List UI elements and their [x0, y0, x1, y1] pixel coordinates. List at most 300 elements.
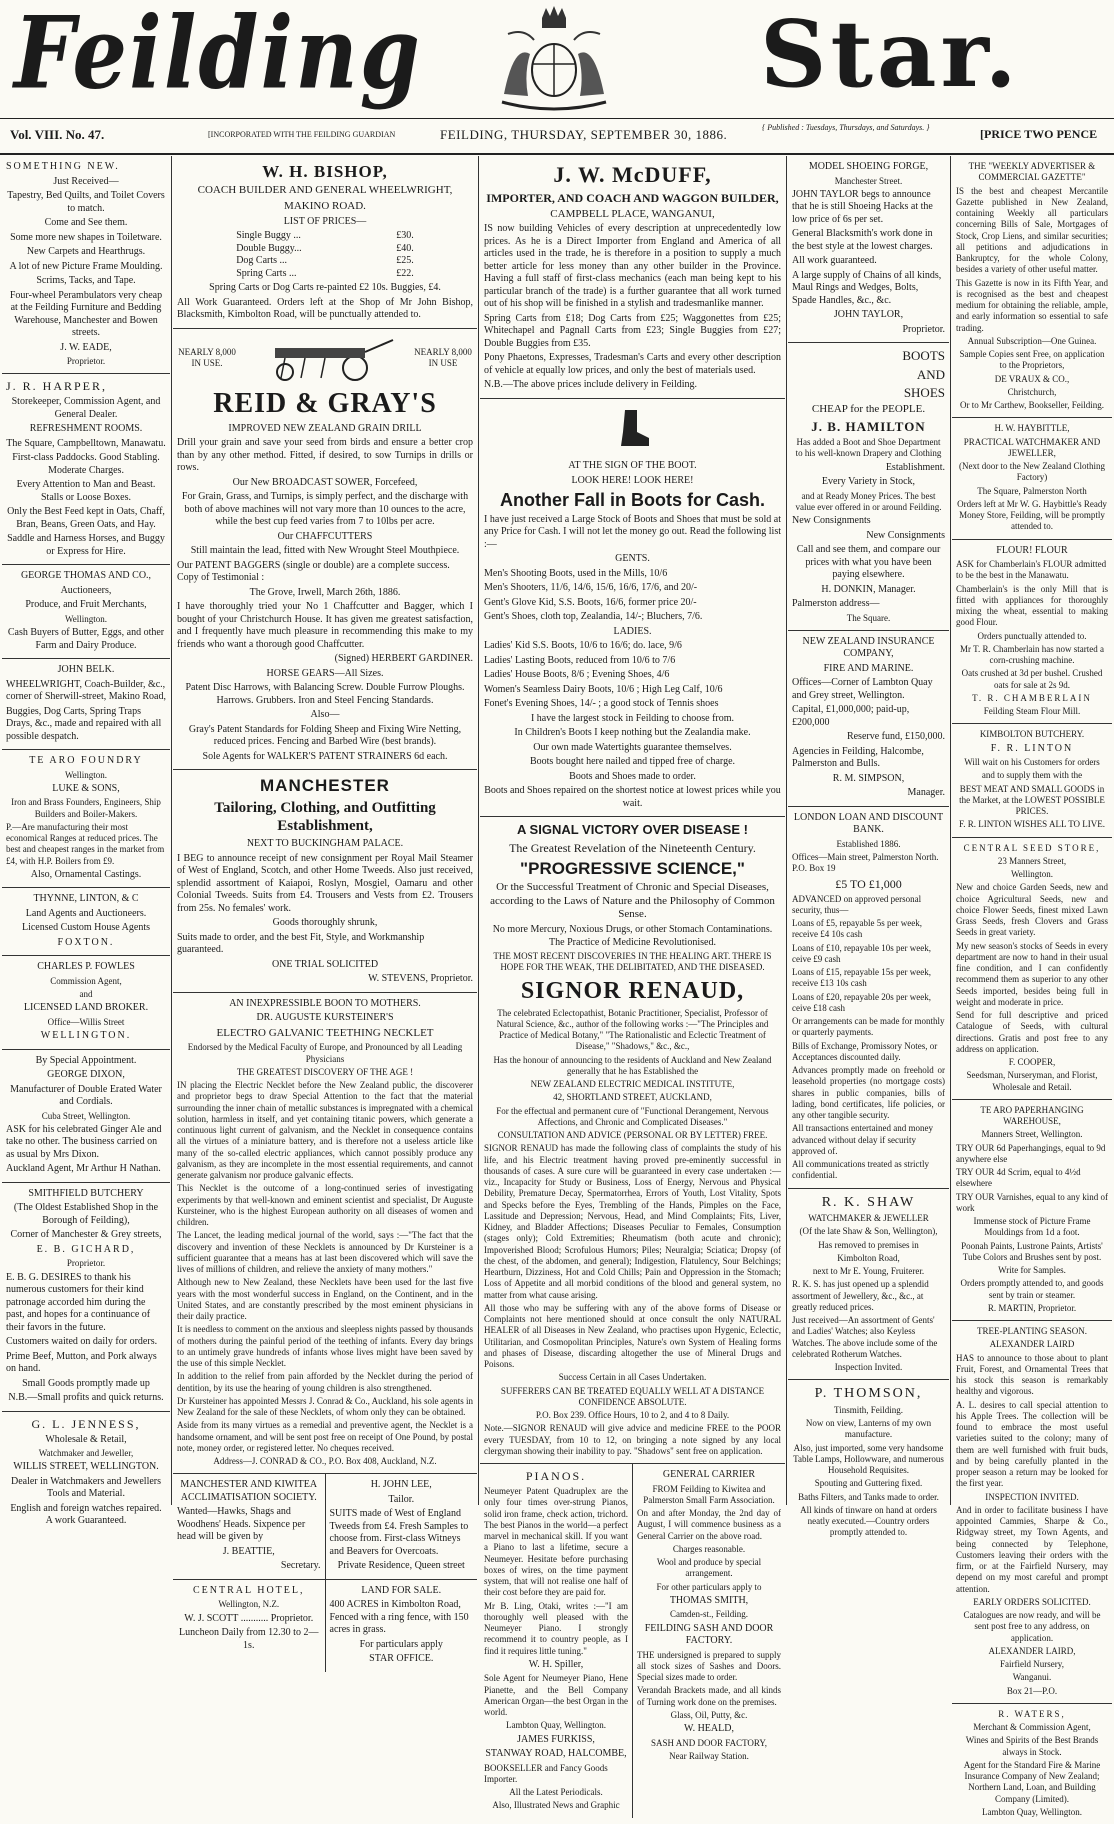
- list-item: Ladies' House Boots, 8/6 ; Evening Shoes, 4/6: [484, 669, 670, 681]
- ad-lee: [325, 1474, 478, 1579]
- ad-linton-butchery: [952, 724, 1112, 837]
- ad-line: 42, SHORTLAND STREET, AUCKLAND,: [553, 1092, 712, 1103]
- ad-line: NEW ZEALAND ELECTRIC MEDICAL INSTITUTE,: [530, 1079, 735, 1089]
- ad-line: Chamberlain's is the only Mill that is fitted with appliances for thoroughly mixing the wheat, essential to making good Flour.: [956, 583, 1108, 628]
- ad-line: Mr T. R. Chamberlain has now started a corn-crushing machine.: [960, 643, 1104, 665]
- ad-line: WILLIS STREET, WELLINGTON.: [13, 1461, 159, 1473]
- ad-line: Spring Carts or Dog Carts re-painted £2 10s. Buggies, £4.: [209, 282, 441, 294]
- ad-line: Advances promptly made on freehold or leasehold properties (no mortgage costs) shares in public companies, bills of lading, bond certificates, life policies, or any other tangible security.: [792, 1065, 945, 1120]
- ad-line: For the effectual and permanent cure of "Functional Derangement, Nervous Affections, and Chronic and Complicated Diseases.": [496, 1105, 769, 1127]
- ad-line: Every Variety in Stock,: [821, 476, 916, 487]
- ad-line: Just Received—: [53, 175, 119, 187]
- ad-heading: MODEL SHOEING FORGE,: [808, 161, 929, 172]
- ad-name: LONDON LOAN AND DISCOUNT BANK.: [793, 811, 944, 836]
- ad-line: ONE TRIAL SOLICITED: [271, 958, 379, 970]
- ad-name: ALEXANDER LAIRD,: [988, 1645, 1076, 1656]
- ad-thynne: [2, 888, 170, 956]
- ad-line: NEARLY 8,000 IN USE.: [178, 346, 236, 368]
- price-row: [236, 255, 414, 268]
- ad-name: TE ARO FOUNDRY: [29, 755, 143, 766]
- ad-role: Proprietor.: [902, 323, 945, 335]
- ad-pianos: [480, 1464, 632, 1818]
- column-rule: [950, 156, 951, 1505]
- ad-line: All the Latest Periodicals.: [509, 1787, 603, 1797]
- ad-line: SIGNOR RENAUD has made the following class of complaints the study of his life, and his Electric treatment having proved pre-eminently successful in thousands of cases. A sure cure will be guaranteed in every case undertaken :—viz., Incapacity for Study or Business, Loss of Energy, Nervous and Physical Debility, Premature Decay, Spermatorrhea, Errors of Youth, Lost Vitality, Spots and Specks before the Eyes, Trembling of the Hands, Pimples on the Face, Lassitude and Depression; Nervous, Head, and Mind Complaints; Fits, Liver, Kidney, and Bladder Affections; Diseases Peculiar to Females, Consumption (stages only); Cold Extremities; Rheumatism (both acute and chronic); Impoverished Blood; Scrofulous Humors; Piles; Neuralgia; Sciatica; Dropsy (of the chest, of the abdomen, and general); Indigestion, Flatulency, Sour Belchings; Heartburn, Dizziness, Hot and Cold Chills; Pain and Oppression in the Stomach; Loss of Appetite and all morbid conditions of the blood and general system, no matter from what cause arising.: [484, 1143, 781, 1300]
- ad-heading: Another Fall in Boots for Cash.: [499, 490, 765, 511]
- ad-thomas: [2, 565, 170, 659]
- price-item: Single Buggy ...: [236, 230, 301, 242]
- ad-line: LOOK HERE! LOOK HERE!: [571, 474, 694, 486]
- ad-line: On and after Monday, the 2nd day of August, I will commence business as a General Carrier on the above road.: [637, 1508, 781, 1541]
- ad-line: Boots and Shoes repaired on the shortest notice at lowest prices while you wait.: [484, 785, 781, 809]
- ad-line: The Square.: [846, 612, 891, 623]
- ad-line: Spouting and Guttering fixed.: [814, 1478, 923, 1489]
- ad-role: Tinsmith, Feilding.: [834, 1404, 903, 1415]
- ad-line: THE GREATEST DISCOVERY OF THE AGE !: [236, 1066, 414, 1077]
- ad-line: Offices—Corner of Lambton Quay and Grey street, Wellington.: [792, 677, 933, 701]
- ad-line: All communications treated as strictly confidential.: [792, 1159, 929, 1181]
- ad-role: Seedsman, Nurseryman, and Florist, Wholesale and Retail.: [966, 1070, 1098, 1092]
- ad-stevens: [173, 770, 477, 992]
- ad-waters: [952, 1704, 1112, 1824]
- ad-line: New Carpets and Hearthrugs.: [26, 246, 146, 257]
- ad-line: N.B.—Small profits and quick returns.: [8, 1392, 164, 1403]
- list-heading: GENTS.: [615, 553, 650, 565]
- ad-heading: BOOTS: [902, 348, 945, 364]
- ad-line: Success Certain in all Cases Undertaken.: [558, 1372, 707, 1383]
- ad-reid-gray: [173, 329, 477, 771]
- ad-gazette: [952, 156, 1112, 418]
- ad-role: Manager.: [907, 787, 945, 799]
- price-row: [236, 243, 414, 256]
- ad-line: Licensed Custom House Agents: [21, 922, 151, 934]
- ad-line: Or arrangements can be made for monthly or quarterly payments.: [792, 1016, 945, 1038]
- ad-name: F. COOPER,: [1008, 1057, 1056, 1067]
- ad-line: Wellington.: [64, 613, 108, 624]
- ad-name: GEORGE DIXON,: [47, 1069, 125, 1080]
- ad-line: Boots and Shoes made to order.: [569, 770, 696, 782]
- ad-line: IS now building Vehicles of every description at unprecedentedly low prices. As he is a Direct Importer from England and America of all articles used in the trade, he is therefore in a position to supply a much better article for less money than any other builder in the Province. Having a full staff of first-class mechanics (each man being kept to his particular branch of the trade) is a further guarantee that all work turned out of his shop will be finished in a stylish and tradesmanlike manner.: [484, 223, 781, 310]
- ad-name: Tailoring, Clothing, and Outfitting Establishment,: [214, 799, 436, 835]
- ad-line: CONSULTATION AND ADVICE (PERSONAL OR BY LETTER) FREE.: [497, 1130, 768, 1140]
- ad-line: Neumeyer Patent Quadruplex are the only four times over-strung Pianos, solid iron frame, check action, trichord. The best Pianos in the world—a perfect marvel in mechanical skill. If you want a Piano to last a lifetime, secure a Neumeyer. Hesitate before purchasing boxes of wires, on the time payment system, that will not realise one half of their cost before they are paid for.: [484, 1486, 628, 1598]
- ad-line: A large supply of Chains of all kinds, Maul Rings and Wedges, Bolts, Spade Handles, &c., &c.: [792, 269, 942, 306]
- ad-paperhanging: [952, 1100, 1112, 1321]
- ad-name: THYNNE, LINTON, & C: [33, 893, 139, 905]
- ad-line: Verandah Brackets made, and all kinds of Turning work done on the premises.: [637, 1685, 781, 1707]
- ad-line: In addition to the relief from pain afforded by the Necklet during the period of dentition, by its use the hearing of young children is also strengthened.: [177, 1371, 473, 1393]
- ad-line: NEXT TO BUCKINGHAM PALACE.: [246, 838, 404, 849]
- ad-line: Every Attention to Man and Beast. Stalls or Loose Boxes.: [16, 479, 156, 503]
- ad-row-split: [173, 1580, 477, 1672]
- ad-line: New Consignments: [792, 515, 871, 526]
- ad-line: Sole Agent for Neumeyer Piano, Hene Pianette, and the Bell Company American Organ—the best Organ in the world.: [484, 1673, 628, 1717]
- ad-line: FROM Feilding to Kiwitea and Palmerston Small Farm Association.: [643, 1483, 775, 1505]
- list-item: Women's Seamless Dairy Boots, 10/6 ; High Leg Calf, 10/6: [484, 683, 723, 695]
- ad-line: Watchmaker and Jeweller,: [38, 1448, 134, 1458]
- ad-line: (Signed) HERBERT GARDINER.: [334, 653, 473, 665]
- ad-line: ASK for his celebrated Ginger Ale and take no other. The business carried on as usual by Mrs Dixon.: [6, 1123, 162, 1160]
- ad-line: Oats crushed at 3d per bushel. Crushed oats for sale at 2s 9d.: [961, 668, 1103, 690]
- ad-line: Box 21—P.O.: [1006, 1685, 1058, 1696]
- ad-line: Fairfield Nursery,: [1000, 1659, 1064, 1669]
- ad-line: Orders left at Mr W. G. Haybittle's Ready Money Store, Feilding, will be promptly attended to.: [957, 498, 1107, 532]
- masthead-title-right: Star.: [760, 0, 1021, 108]
- ad-name: REID & GRAY'S: [213, 387, 437, 419]
- ad-line: Feilding Steam Flour Mill.: [983, 706, 1081, 716]
- ad-line: COACH BUILDER AND GENERAL WHEELWRIGHT,: [197, 184, 453, 197]
- ad-line: Some more new shapes in Toiletware.: [10, 231, 162, 243]
- ad-line: This Gazette is now in its Fifth Year, and is recognised as the best and cheapest medium for obtaining the reliable, ample, and early information so essential to safe trading.: [956, 277, 1108, 333]
- ad-line: Kimbolton Road,: [837, 1252, 900, 1263]
- price-note: [PRICE TWO PENCE: [980, 127, 1098, 141]
- ad-line: Dr Kursteiner has appointed Messrs J. Conrad & Co., Auckland, his sole agents in New Zealand for the sale of these Necklets, of whom only they can be obtained.: [177, 1395, 473, 1417]
- ad-line: FOXTON.: [57, 936, 115, 948]
- ad-line: INSPECTION INVITED.: [985, 1491, 1079, 1502]
- column-3: [480, 156, 785, 1811]
- ad-name: P. THOMSON,: [814, 1386, 923, 1402]
- ad-line: SASH AND DOOR FACTORY,: [650, 1737, 768, 1748]
- ad-line: Has removed to premises in: [818, 1239, 919, 1250]
- ad-line: HAS to announce to those about to plant Fruit, Forest, and Ornamental Trees that his stock this season is remarkably healthy and vigorous.: [956, 1352, 1108, 1397]
- ad-name: THOMAS SMITH,: [669, 1594, 749, 1606]
- ad-line: BEST MEAT AND SMALL GOODS in the Market, at the LOWEST POSSIBLE PRICES.: [959, 783, 1105, 816]
- ad-heading: AN INEXPRESSIBLE BOON TO MOTHERS.: [229, 997, 421, 1009]
- ad-gichard: [2, 1183, 170, 1412]
- column-2: [173, 156, 477, 1665]
- ad-line: HORSE GEARS—All Sizes.: [266, 667, 384, 679]
- ad-line: and to supply them with the: [981, 770, 1083, 781]
- ad-line: SUITS made of West of England Tweeds from £4. Fresh Samples to choose from. First-class Witneys and Beavers for Overcoats.: [329, 1508, 469, 1557]
- ad-line: F. R. LINTON WISHES ALL TO LIVE.: [958, 819, 1106, 830]
- ad-heading: LAND FOR SALE.: [361, 1584, 442, 1596]
- price-value: £40.: [396, 242, 414, 254]
- ad-line: I BEG to announce receipt of new consignment per Royal Mail Steamer of West of England, Scotch, and other Home Tweeds. Also just received, splendid assortment of Kaiapoi, Roslyn, Mosgiel, Oamaru and other Colonial Tweeds. Suits from £4. Trousers and Vests from £2. Trousers from 25s. No females' work.: [177, 852, 473, 914]
- ad-line: Corner of Manchester & Grey streets,: [10, 1229, 162, 1241]
- ad-line: SUFFERERS CAN BE TREATED EQUALLY WELL AT A DISTANCE CONFIDENCE ABSOLUTE.: [500, 1385, 765, 1407]
- price-value: £25.: [396, 255, 414, 267]
- ad-heading: MANCHESTER: [260, 776, 390, 796]
- ad-heading: "PROGRESSIVE SCIENCE,": [520, 858, 745, 878]
- ad-line: Annual Subscription—One Guinea.: [967, 335, 1097, 346]
- ad-line: Will wait on his Customers for orders: [964, 757, 1100, 767]
- ad-line: I have the largest stock in Feilding to choose from.: [530, 712, 735, 724]
- ad-line: Or the Successful Treatment of Chronic and Special Diseases, according to the Laws of Nature and the Philosophy of Common Sense.: [490, 880, 775, 921]
- ad-role: Secretary.: [280, 1560, 321, 1572]
- ad-line: Buggies, Dog Carts, Spring Traps Drays, &c., made and repaired with all possible despatch.: [6, 705, 162, 742]
- ad-line: Our New BROADCAST SOWER, Forcefeed,: [232, 476, 418, 488]
- ad-name: J. BEATTIE,: [222, 1545, 275, 1557]
- list-item: Loans of £15, repayable 15s per week, receive £13 10s cash: [792, 967, 931, 989]
- ad-line: Gray's Patent Standards for Folding Sheep and Fixing Wire Netting, reduced prices. Fencing and Barbed Wire (best brands).: [188, 723, 462, 748]
- ad-line: Now on view, Lanterns of my own manufacture.: [805, 1418, 932, 1440]
- ad-line: Our PATENT BAGGERS (single or double) are a complete success. Copy of Testimonial :: [177, 559, 450, 584]
- ad-name: JAMES FURKISS,: [517, 1733, 595, 1745]
- ad-line: Christchurch,: [1007, 386, 1057, 397]
- ad-line: It is needless to comment on the anxious and sleepless nights passed by thousands of mothers during the painful period of the teething of infants. Every day brings to an untimely grave hundreds of infants whose lives might have been saved by the use of this simple Necklet.: [177, 1324, 473, 1368]
- ad-name: CHARLES P. FOWLES: [37, 961, 135, 973]
- ad-kiwitea: [173, 1474, 325, 1579]
- ad-line: Established 1886.: [836, 838, 901, 849]
- ad-name: JOHN TAYLOR,: [833, 309, 904, 321]
- ad-line: Camden-st., Feilding.: [670, 1609, 748, 1620]
- ad-name: W. H. BISHOP,: [262, 162, 388, 181]
- ad-line: W. J. SCOTT ........... Proprietor.: [184, 1612, 314, 1624]
- ad-line: Patent Disc Harrows, with Balancing Screw. Double Furrow Ploughs. Harrows. Grubbers. Iron and Steel Fencing Standards.: [185, 682, 465, 706]
- price-item: Double Buggy...: [236, 242, 302, 254]
- ad-line: THE undersigned is prepared to supply all stock sizes of Sashes and Doors. Special sizes made to order.: [637, 1649, 781, 1682]
- ad-name: NEW ZEALAND INSURANCE COMPANY,: [802, 635, 935, 660]
- ad-row-split: [173, 1474, 477, 1580]
- ad-name: E. B. GICHARD,: [36, 1243, 136, 1255]
- ad-name: J. W. EADE,: [60, 341, 112, 353]
- ad-line: 400 ACRES in Kimbolton Road, Fenced with a ring fence, with 150 acres in grass.: [329, 1599, 469, 1636]
- incorporated-note: [INCORPORATED WITH THE FEILDING GUARDIAN: [208, 130, 396, 139]
- ad-name: JOHN BELK.: [57, 664, 115, 675]
- ad-line: Has added a Boot and Shoe Department to his well-known Drapery and Clothing: [795, 437, 942, 459]
- ad-line: Has the honour of announcing to the residents of Auckland and New Zealand generally that he has Established the: [493, 1054, 772, 1076]
- royal-crest-icon: [484, 4, 624, 116]
- ad-line: Also, Illustrated News and Graphic: [492, 1800, 620, 1811]
- ad-row-split: [480, 1464, 785, 1818]
- price-list-heading: LIST OF PRICES—: [283, 215, 367, 227]
- ad-line: AT THE SIGN OF THE BOOT.: [568, 460, 697, 472]
- ad-line: Agencies in Feilding, Halcombe, Palmerston and Bulls.: [792, 745, 924, 770]
- ad-heading: SMITHFIELD BUTCHERY: [28, 1187, 144, 1199]
- ad-line: Our CHAFFCUTTERS: [277, 530, 373, 542]
- ad-heading: FEILDING SASH AND DOOR FACTORY.: [644, 1622, 774, 1646]
- ad-heading: FLOUR! FLOUR: [996, 544, 1068, 556]
- ad-line: CHEAP for the PEOPLE.: [811, 403, 926, 415]
- ad-line: Orders promptly attended to, and goods sent by train or steamer.: [960, 1278, 1104, 1300]
- ad-shaw: [788, 1189, 949, 1381]
- ad-line: LICENSED LAND BROKER.: [23, 1002, 149, 1014]
- ad-line: Still maintain the lead, fitted with New Wrought Steel Mouthpiece.: [190, 545, 460, 557]
- ad-belk: [2, 659, 170, 750]
- ad-line: Manners Street, Wellington.: [981, 1129, 1083, 1140]
- ad-name: W. H. Spiller,: [528, 1658, 584, 1670]
- ad-line: STAR OFFICE.: [369, 1653, 434, 1665]
- ad-line: Although new to New Zealand, these Necklets have been used for the last five years with the most wonderful success in England, on the Continent, and in the United States, and are constantly prescribed by the most eminent physicians in their daily practice.: [177, 1277, 473, 1321]
- ad-line: Land Agents and Auctioneers.: [25, 907, 147, 919]
- column-rule: [786, 156, 787, 1505]
- list-item: Gent's Glove Kid, S.S. Boots, 16/6, former price 20/-: [484, 596, 697, 608]
- ad-line: I have thoroughly tried your No 1 Chaffcutter and Bagger, which I bought of your Christchurch House. It has given me greatest satisfaction, and I frequently have much pleasure in recommending this make to my friends who want a thorough good Chaffcutter.: [177, 601, 473, 650]
- ad-line: Wellington.: [64, 769, 108, 780]
- ad-line: (The Oldest Established Shop in the Borough of Feilding),: [13, 1202, 159, 1226]
- ad-line: and at Ready Money Prices. The best value ever offered in or around Feilding.: [795, 490, 942, 512]
- ad-line: Catalogues are now ready, and will be sent post free to any address, on application.: [963, 1610, 1101, 1643]
- list-item: Men's Shooters, 11/6, 14/6, 15/6, 16/6, 17/6, and 20/-: [484, 582, 698, 594]
- ad-line: Wines and Spirits of the Best Brands always in Stock.: [965, 1735, 1099, 1757]
- ad-line: Prime Beef, Mutton, and Pork always on hand.: [6, 1350, 157, 1374]
- ad-thomson: [788, 1380, 949, 1544]
- ad-line: REFRESHMENT ROOMS.: [29, 423, 143, 435]
- ad-heading: THE "WEEKLY ADVERTISER & COMMERCIAL GAZETTE": [968, 161, 1096, 183]
- ad-dixon: [2, 1050, 170, 1183]
- ad-laird-trees: [952, 1321, 1112, 1704]
- ad-te-aro-foundry: [2, 750, 170, 888]
- ad-heading: £5 TO £1,000: [835, 876, 902, 891]
- ad-line: Mr B. Ling, Otaki, writes :—"I am thoroughly well pleased with the Neumeyer Piano. I strongly recommend it to country people, as I find it requires little tuning.": [484, 1600, 628, 1656]
- ad-line: Manufacturer of Double Erated Water and Cordials.: [10, 1083, 162, 1107]
- grain-drill-icon: [255, 334, 395, 382]
- list-item: Ladies' Kid S.S. Boots, 10/6 to 16/6; do. lace, 9/6: [484, 640, 682, 652]
- ad-line: Cash Buyers of Butter, Eggs, and other Farm and Dairy Produce.: [7, 627, 165, 651]
- list-item: Loans of £10, repayable 10s per week, ceive £9 cash: [792, 942, 931, 964]
- list-item: Loans of £5, repayable 5s per week, receive £4 10s cash: [792, 918, 922, 940]
- ad-mcduff: [480, 156, 785, 399]
- ad-line: Manchester Street.: [834, 175, 903, 186]
- ad-heading: TREE-PLANTING SEASON.: [977, 1326, 1087, 1336]
- ad-line: For particulars apply: [359, 1638, 443, 1650]
- ad-heading: TE ARO PAPERHANGING WAREHOUSE,: [980, 1104, 1084, 1126]
- list-item: Loans of £20, repayable 20s per week, ceive £18 cash: [792, 991, 931, 1013]
- ad-necklet: [173, 993, 477, 1475]
- list-item: Men's Shooting Boots, used in the Mills, 10/6: [484, 567, 668, 579]
- ad-line: NEARLY 8,000 IN USE: [414, 346, 472, 368]
- ad-line: EARLY ORDERS SOLICITED.: [973, 1596, 1091, 1607]
- price-row: [236, 268, 414, 281]
- ad-line: Dealer in Watchmakers and Jewellers Tools and Material.: [10, 1475, 162, 1500]
- ad-line: Luncheon Daily from 12.30 to 2—1s.: [179, 1627, 319, 1651]
- ad-heading: PIANOS.: [525, 1469, 587, 1483]
- ad-heading: SOMETHING NEW.: [6, 161, 120, 172]
- ad-line: E. B. G. DESIRES to thank his numerous customers for their kind patronage accorded him during the past, and hopes for a continuance of their favors in the future.: [6, 1271, 151, 1333]
- ad-line: The Greatest Revelation of the Nineteenth Century.: [509, 840, 756, 855]
- ad-line: New and choice Garden Seeds, new and choice Agricultural Seeds, new and choice Flower Seeds, finest mixed Lawn Grass Seeds, fresh Clovers and Grass Seeds in great variety.: [956, 882, 1108, 938]
- ad-line: Wholesale & Retail,: [45, 1433, 127, 1445]
- ad-line: 23 Manners Street,: [997, 855, 1067, 866]
- ad-line: The Lancet, the leading medical journal of the world, says :—"The fact that the discovery and invention of these Necklets is announced by Dr Kursteiner is a sufficient guarantee that a means has at last been discovered which will save the lives of millions of children, and relieve the anxiety of many mothers.": [177, 1230, 473, 1274]
- ad-line: Saddle and Harness Horses, and Buggy or Express for Hire.: [7, 533, 165, 557]
- ad-line: next to Mr E. Young, Fruiterer.: [812, 1266, 925, 1276]
- ad-line: Storekeeper, Commission Agent, and General Dealer.: [11, 396, 161, 420]
- ad-central-hotel: [173, 1580, 325, 1672]
- ad-line: and: [79, 989, 93, 999]
- ad-line: Write for Samples.: [998, 1265, 1066, 1275]
- ad-line: General Blacksmith's work done in the best style at the lowest charges.: [792, 228, 933, 252]
- ad-name: H. JOHN LEE,: [370, 1479, 432, 1491]
- ad-line: TRY OUR 6d Paperhangings, equal to 9d anywhere else: [956, 1142, 1106, 1164]
- ad-line: Suits made to order, and the best Fit, Style, and Workmanship guaranteed.: [177, 931, 425, 955]
- ad-line: CAMPBELL PLACE, WANGANUI,: [550, 207, 715, 220]
- ad-line: WELLINGTON.: [40, 1030, 132, 1041]
- ad-name: J. W. McDUFF,: [553, 162, 712, 187]
- ad-haybittle: [952, 418, 1112, 539]
- ad-line: The Square, Campbelltown, Manawatu.: [6, 437, 166, 449]
- ad-line: Inspection Invited.: [834, 1362, 903, 1372]
- price-item: Spring Carts ...: [236, 267, 297, 279]
- ad-role: PRACTICAL WATCHMAKER AND JEWELLER,: [963, 436, 1101, 458]
- ad-nz-insurance: [788, 631, 949, 807]
- ad-jenness: [2, 1412, 170, 1534]
- ad-line: Agent for the Standard Fire & Marine Insurance Company of New Zealand; Northern Land, Loan, and Building Company (Limited).: [963, 1759, 1101, 1804]
- ad-line: Auckland Agent, Mr Arthur H Nathan.: [6, 1163, 161, 1175]
- ad-line: Immense stock of Picture Frame Mouldings from 1d a foot.: [973, 1216, 1091, 1238]
- ad-line: Bills of Exchange, Promissory Notes, or Acceptances discounted daily.: [792, 1040, 938, 1062]
- ad-line: WHEELWRIGHT, Coach-Builder, &c., corner of Sherwill-street, Makino Road,: [6, 678, 166, 702]
- ad-line: For other particulars apply to: [656, 1581, 762, 1592]
- column-rule: [171, 156, 172, 1505]
- ad-line: Near Railway Station.: [669, 1750, 749, 1761]
- ad-name: DE VRAUX & CO.,: [994, 373, 1070, 384]
- ad-line: Poonah Paints, Lustrone Paints, Artists' Tube Colors and Brushes sent by post.: [961, 1240, 1103, 1262]
- ad-role: Tailor.: [388, 1493, 415, 1505]
- ad-line: IMPORTER, AND COACH AND WAGGON BUILDER,: [486, 190, 779, 205]
- ad-signor-renaud: [480, 817, 785, 1464]
- ad-line: Address—J. CONRAD & CO., P.O. Box 408, Auckland, N.Z.: [213, 1456, 437, 1466]
- ad-bishop: [173, 156, 477, 329]
- ad-name: CENTRAL SEED STORE,: [963, 842, 1101, 853]
- ad-line: H. DONKIN, Manager.: [821, 583, 916, 595]
- list-item: Ladies' Lasting Boots, reduced from 10/6 to 7/6: [484, 654, 676, 666]
- ad-line: A. L. desires to call special attention to his Apple Trees. The collection will be found to embrace the most useful varieties suited to the colony; many of them are well furnished with fruit buds, and by being carefully planted in the proper season a return may be looked for the first year.: [956, 1399, 1108, 1489]
- ad-line: English and foreign watches repaired. A work Guaranteed.: [10, 1502, 162, 1527]
- ad-name: R. M. SIMPSON,: [832, 772, 905, 784]
- ad-line: A lot of new Picture Frame Moulding.: [9, 260, 163, 272]
- ad-line: MAKINO ROAD.: [284, 200, 366, 212]
- ad-name: ELECTRO GALVANIC TEETHING NECKLET: [216, 1026, 434, 1039]
- ad-name: H. W. HAYBITTLE,: [994, 423, 1070, 434]
- list-heading: LADIES.: [613, 625, 652, 637]
- ad-line: Only the Best Feed kept in Oats, Chaff, Bran, Beans, Green Oats, and Hay.: [7, 506, 165, 530]
- ad-hamilton: [788, 343, 949, 631]
- price-list: [236, 230, 414, 280]
- ad-line: ASK for Chamberlain's FLOUR admitted to be the best in the Manawatu.: [956, 559, 1107, 581]
- ad-line: Commission Agent,: [50, 975, 122, 986]
- ad-line: Produce, and Fruit Merchants,: [25, 599, 147, 611]
- ad-role: Proprietor.: [66, 1258, 106, 1269]
- column-5: [952, 156, 1112, 1817]
- ad-line: IN placing the Electric Necklet before the New Zealand public, the discoverer and proprietor begs to draw Special Attention to the fact that the material surrounding the inner chain of metallic substances is impregnated with a chemical solution, harmless in itself, and yet containing titanic powers, which generate a continuous light current of galvanism, and the Necklet in consequence contains all the virtues of a miniature battery, and is therefore not a useless article like many of the so-called electric appliances, which cannot possibly produce any galvanism, as they are incomplete in the most essential requirements, and cannot generate galvanism nor produce galvanic effects.: [177, 1080, 473, 1180]
- ad-name: T. R. CHAMBERLAIN: [972, 692, 1092, 703]
- ad-line: Iron and Brass Founders, Engineers, Ship Builders and Boiler-Makers.: [11, 797, 161, 819]
- place-date: FEILDING, THURSDAY, SEPTEMBER 30, 1886.: [440, 127, 728, 142]
- ad-line: Sample Copies sent Free, on application to the Proprietors,: [959, 349, 1105, 371]
- ad-line: Small Goods promptly made up: [22, 1377, 150, 1389]
- ad-line: N.B.—The above prices include delivery in Feilding.: [484, 379, 698, 391]
- ad-line: Wellington, N.Z.: [218, 1599, 280, 1610]
- ad-line: Capital, £1,000,000; paid-up, £200,000: [792, 704, 910, 728]
- ad-line: W. STEVENS, Proprietor.: [368, 973, 473, 984]
- price-value: £22.: [396, 267, 414, 279]
- ad-line: LUKE & SONS,: [52, 782, 120, 794]
- column-4: [788, 156, 949, 1538]
- ad-line: Tapestry, Bed Quilts, and Toilet Covers to match.: [7, 190, 165, 214]
- ad-name: R. WATERS,: [998, 1708, 1066, 1719]
- ad-name: J. B. HAMILTON: [811, 418, 926, 434]
- ad-shoeing-forge: [788, 156, 949, 343]
- ad-line: Call and see them, and compare our prices with what you have been paying elsewhere.: [796, 544, 941, 580]
- ad-line: All kinds of tinware on hand at orders neatly executed.—Country orders promptly attended to.: [800, 1504, 937, 1538]
- masthead-title-left: Feilding: [14, 0, 422, 112]
- ad-line: TRY OUR 4d Scrim, equal to 4½d elsewhere: [956, 1167, 1081, 1189]
- ad-role: WATCHMAKER & JEWELLER: [808, 1213, 929, 1223]
- ad-heading: AND: [916, 366, 945, 382]
- ad-line: The Grove, Irwell, March 26th, 1886.: [249, 586, 401, 598]
- ad-flour: [952, 540, 1112, 725]
- ad-line: Four-wheel Perambulators very cheap at the Feilding Furniture and Bedding Warehouse, Manchester and Bowen streets.: [9, 289, 163, 338]
- ad-line: Orders punctually attended to.: [977, 630, 1087, 641]
- ad-line: Scrims, Tacks, and Tape.: [36, 275, 136, 286]
- ad-line: Wanganui.: [1012, 1672, 1052, 1683]
- ad-line: R. K. S. has just opened up a splendid assortment of Jewellery, &c., &c., at greatly reduced prices.: [792, 1279, 929, 1312]
- ad-line: My new season's stocks of Seeds in every department are now to hand in their usual fine condition, and I can confidently recommend them as superior to any other Seeds imported, besides being full in weight and moderate in price.: [956, 940, 1108, 1007]
- ad-name: DR. AUGUSTE KURSTEINER'S: [256, 1012, 394, 1023]
- ad-heading: SHOES: [903, 384, 945, 400]
- ad-line: All transactions entertained and money advanced without delay if security approved of.: [792, 1123, 933, 1156]
